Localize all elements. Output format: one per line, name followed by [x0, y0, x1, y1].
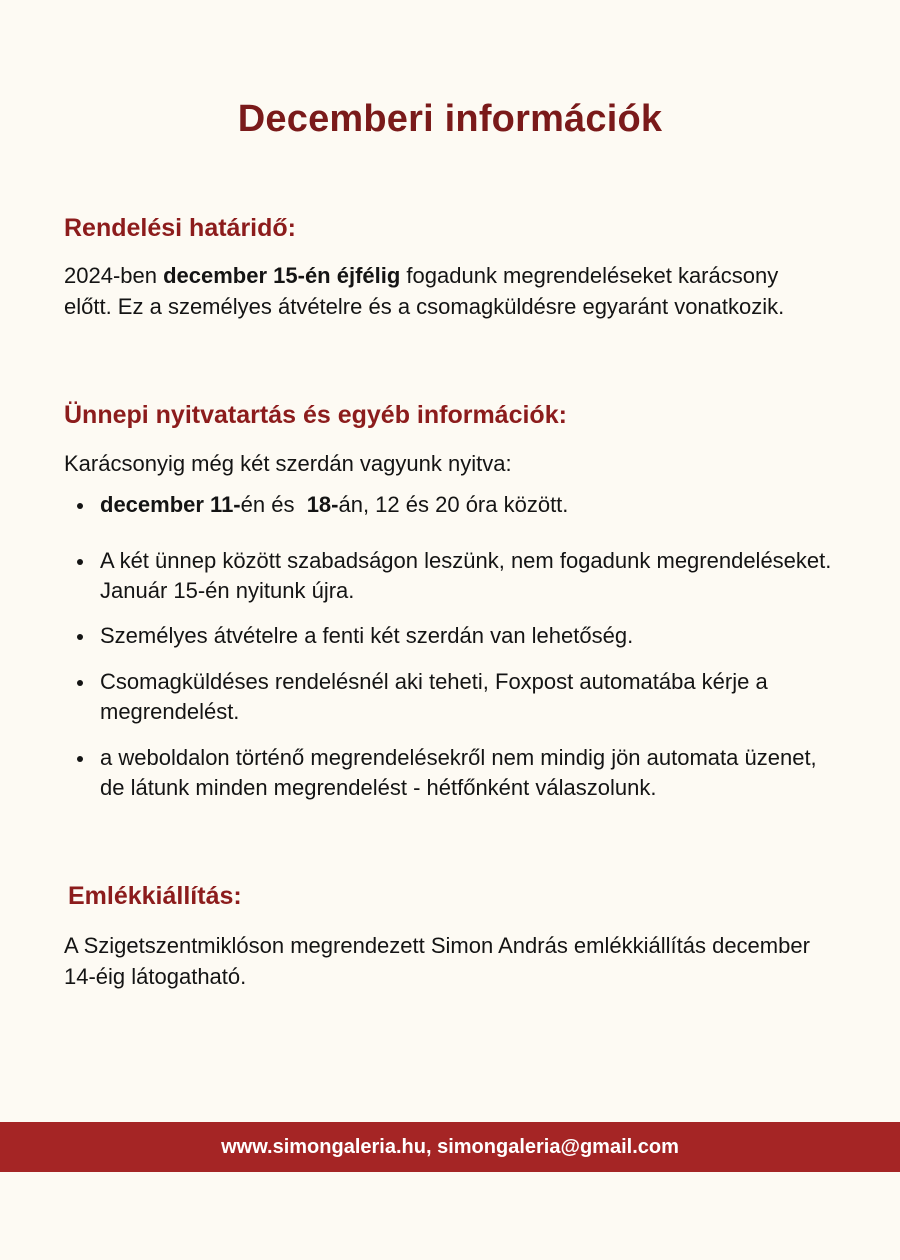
- exhibition-text: A Szigetszentmiklóson megrendezett Simon András emlékkiállítás december 14-éig látogatható.: [64, 933, 810, 989]
- page-title: Decemberi információk: [237, 98, 663, 140]
- bullet-text: én és: [240, 492, 307, 517]
- order-deadline-text-part-2: fogadunk megrendeléseket karácsony előtt. Ez a személyes átvételre és a csomagküldésre egyaránt vonatkozik.: [64, 263, 785, 319]
- holiday-hours-heading: Ünnepi nyitvatartás és egyéb információk:: [64, 401, 567, 429]
- list-item: Személyes átvételre a fenti két szerdán van lehetőség.: [64, 621, 844, 651]
- list-item: Csomagküldéses rendelésnél aki teheti, Foxpost automatába kérje a megrendelést.: [64, 667, 844, 727]
- bullet-text: án, 12 és 20 óra között.: [338, 492, 569, 517]
- footer-bar: [0, 1122, 900, 1172]
- list-item: A két ünnep között szabadságon leszünk, nem fogadunk megrendeléseket. Január 15-én nyitunk újra.: [64, 546, 844, 606]
- order-deadline-text-part-1: 2024-ben: [64, 263, 164, 288]
- date-bold-1: december 11-: [100, 492, 241, 517]
- holiday-hours-intro: Karácsonyig még két szerdán vagyunk nyitva:: [64, 451, 512, 476]
- order-deadline-heading: Rendelési határidő:: [64, 214, 296, 242]
- date-bold-2: 18-: [306, 492, 339, 517]
- list-item: [64, 490, 844, 520]
- exhibition-heading: Emlékkiállítás:: [68, 882, 242, 910]
- footer-contact: www.simongaleria.hu, simongaleria@gmail.com: [221, 1136, 679, 1158]
- holiday-info-list: [64, 490, 844, 803]
- list-item: a weboldalon történő megrendelésekről nem mindig jön automata üzenet, de látunk minden megrendelést - hétfőnként válaszolunk.: [64, 743, 844, 803]
- order-deadline-text: [64, 260, 824, 322]
- order-deadline-date: december 15-én éjfélig: [163, 263, 401, 288]
